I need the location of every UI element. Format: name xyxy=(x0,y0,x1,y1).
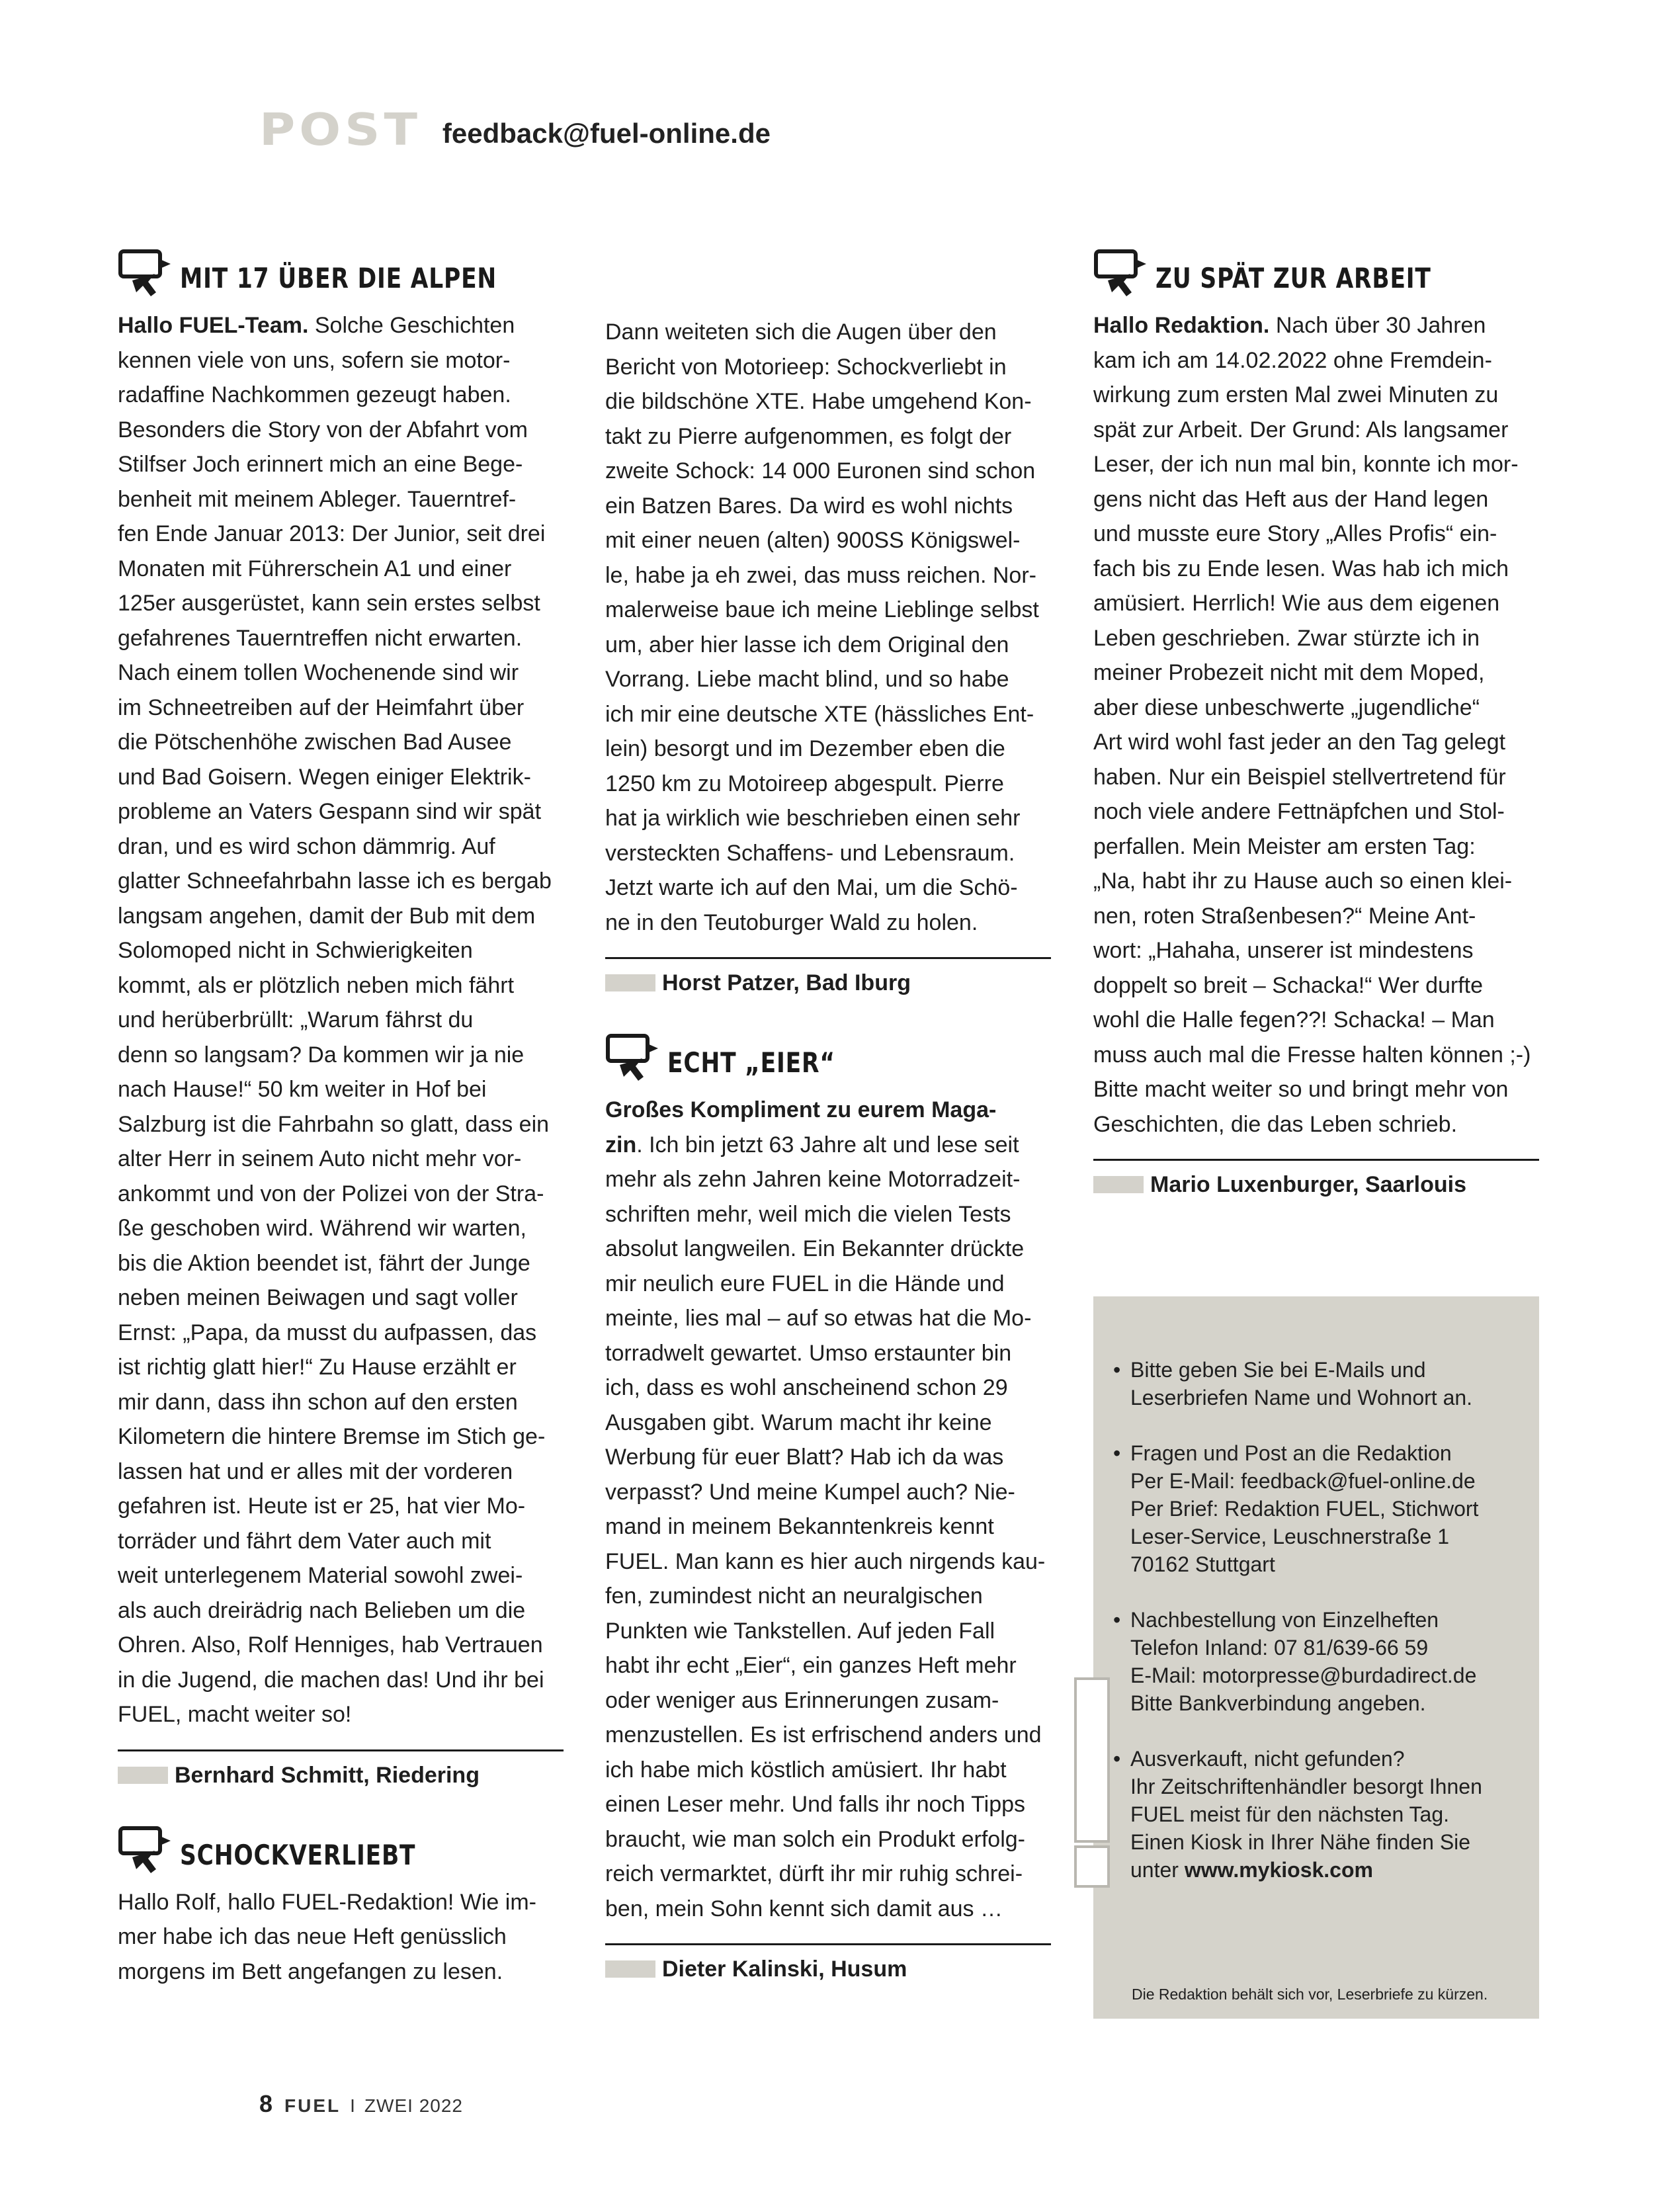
text-line: dran, und es wird schon dämmrig. Auf xyxy=(118,833,495,859)
info-box xyxy=(1093,1296,1539,2019)
bullet-icon: • xyxy=(1113,1441,1121,1465)
text-line: Bitte macht weiter so und bringt mehr von xyxy=(1093,1077,1509,1102)
text-line: mir neulich eure FUEL in die Hände und xyxy=(605,1271,1005,1296)
text-line: in die Jugend, die machen das! Und ihr bei xyxy=(118,1667,544,1693)
text-line: malerweise baue ich meine Lieblinge selbst xyxy=(605,597,1039,622)
letter-signature: Bernhard Schmitt, Riedering xyxy=(118,1749,564,1790)
text-line: zin. Ich bin jetzt 63 Jahre alt und lese seit xyxy=(605,1132,1019,1157)
text-line: die bildschöne XTE. Habe umgehend Kon- xyxy=(605,389,1032,414)
text-line: kam ich am 14.02.2022 ohne Fremdein- xyxy=(1093,347,1492,373)
bullet-icon: • xyxy=(1113,1358,1121,1382)
letter-heading xyxy=(1093,246,1539,302)
text-line: Besonders die Story von der Abfahrt vom xyxy=(118,417,528,442)
text-line: nen, roten Straßenbesen?“ Meine Ant- xyxy=(1093,903,1476,929)
text-line: Werbung für euer Blatt? Hab ich da was xyxy=(605,1445,1004,1470)
text-line: als auch dreirädrig nach Belieben um die xyxy=(118,1597,526,1623)
text-line: um, aber hier lasse ich dem Original den xyxy=(605,632,1009,657)
text-line: fach bis zu Ende lesen. Was hab ich mich xyxy=(1093,556,1509,581)
text-line: Art wird wohl fast jeder an den Tag gelegt xyxy=(1093,730,1506,755)
letter-mit-17 xyxy=(118,246,564,1989)
text-line: perfallen. Mein Meister am ersten Tag: xyxy=(1093,833,1476,859)
text-line: ne in den Teutoburger Wald zu holen. xyxy=(605,909,978,935)
kiosk-link[interactable]: www.mykiosk.com xyxy=(1184,1858,1373,1882)
text-line: morgens im Bett angefangen zu lesen. xyxy=(118,1958,503,1984)
text-line: Stilfser Joch erinnert mich an eine Bege- xyxy=(118,452,523,477)
signature-bar xyxy=(1093,1176,1144,1193)
text-line: Hallo Redaktion. Nach über 30 Jahren xyxy=(1093,313,1486,338)
text-line: und herüberbrüllt: „Warum fährst du xyxy=(118,1007,474,1032)
text-line: und musste eure Story „Alles Profis“ ein- xyxy=(1093,521,1497,546)
text-line: doppelt so breit – Schacka!“ Wer durfte xyxy=(1093,972,1484,998)
text-line: meiner Probezeit nicht mit dem Moped, xyxy=(1093,660,1485,685)
text-line: Solomoped nicht in Schwierigkeiten xyxy=(118,938,473,963)
text-line: langsam angehen, damit der Bub mit dem xyxy=(118,903,536,929)
text-line: torräder und fährt dem Vater auch mit xyxy=(118,1528,491,1554)
text-line: benheit mit meinem Ableger. Tauerntref- xyxy=(118,486,517,512)
text-line: neben meinen Beiwagen und sagt voller xyxy=(118,1285,518,1310)
text-line: probleme an Vaters Gespann sind wir spät xyxy=(118,799,542,824)
text-line: lassen hat und er alles mit der vorderen xyxy=(118,1458,513,1484)
disclaimer: Die Redaktion behält sich vor, Leserbriefe zu kürzen. xyxy=(1132,1986,1488,2003)
column-2 xyxy=(605,315,1051,1984)
text-line: spät zur Arbeit. Der Grund: Als langsamer xyxy=(1093,417,1509,442)
letter-title: ZU SPÄT ZUR ARBEIT xyxy=(1155,262,1431,294)
bullet-icon: • xyxy=(1113,1747,1121,1771)
signature-bar xyxy=(118,1767,168,1784)
text-line: ist richtig glatt hier!“ Zu Hause erzählt er xyxy=(118,1355,517,1380)
text-line: die Pötschenhöhe zwischen Bad Ausee xyxy=(118,730,512,755)
reorder-email[interactable]: E-Mail: motorpresse@burdadirect.de xyxy=(1130,1663,1477,1687)
text-line: denn so langsam? Da kommen wir ja nie xyxy=(118,1042,525,1068)
text-line: muss auch mal die Fresse halten können ;-) xyxy=(1093,1042,1531,1068)
letter-signature: Mario Luxenburger, Saarlouis xyxy=(1093,1159,1539,1199)
letter-signature: Horst Patzer, Bad Iburg xyxy=(605,957,1051,997)
text-line: gefahren ist. Heute ist er 25, hat vier Mo- xyxy=(118,1494,526,1519)
page-number: 8 xyxy=(259,2090,273,2117)
text-line: wohl die Halle fegen??! Schacka! – Man xyxy=(1093,1007,1495,1032)
text-line: fen Ende Januar 2013: Der Junior, seit drei xyxy=(118,521,546,546)
letter-title: MIT 17 ÜBER DIE ALPEN xyxy=(180,262,497,294)
text-line: glatter Schneefahrbahn lasse ich es bergab xyxy=(118,868,552,894)
text-line: Salzburg ist die Fahrbahn so glatt, dass ein xyxy=(118,1111,550,1137)
speech-cursor-icon xyxy=(118,246,184,302)
text-line: ße geschoben wird. Während wir warten, xyxy=(118,1216,526,1241)
text-line: Dann weiteten sich die Augen über den xyxy=(605,319,997,345)
text-line: Bericht von Motorieep: Schockverliebt in xyxy=(605,354,1007,380)
text-line: 125er ausgerüstet, kann sein erstes selbst xyxy=(118,591,540,616)
text-line: nach Hause!“ 50 km weiter in Hof bei xyxy=(118,1077,487,1102)
text-line: 1250 km zu Motoireep abgespult. Pierre xyxy=(605,771,1004,796)
text-line: meinte, lies mal – auf so etwas hat die Mo- xyxy=(605,1306,1032,1331)
speech-cursor-icon xyxy=(605,1031,671,1086)
footer-separator: I xyxy=(350,2095,355,2116)
text-line: hat ja wirklich wie beschrieben einen sehr xyxy=(605,806,1021,831)
text-line: bis die Aktion beendet ist, fährt der Junge xyxy=(118,1250,530,1276)
speech-cursor-icon xyxy=(118,1823,184,1878)
decorative-box xyxy=(1074,1845,1110,1888)
text-line: verpasst? Und meine Kumpel auch? Nie- xyxy=(605,1479,1015,1505)
signature-bar xyxy=(605,974,655,991)
text-line: aber diese unbeschwerte „jugendliche“ xyxy=(1093,694,1480,720)
text-line: lein) besorgt und im Dezember eben die xyxy=(605,736,1005,761)
text-line: mehr als zehn Jahren keine Motorradzeit- xyxy=(605,1167,1021,1192)
section-title: POST xyxy=(259,105,421,156)
text-line: Monaten mit Führerschein A1 und einer xyxy=(118,556,512,581)
text-line: Kilometern die hintere Bremse im Stich ge- xyxy=(118,1424,546,1449)
letter-lines xyxy=(1093,343,1539,1142)
text-line: Punkten wie Tankstellen. Auf jeden Fall xyxy=(605,1618,995,1644)
text-line: haben. Nur ein Beispiel stellvertretend für xyxy=(1093,764,1506,790)
text-line: Hallo Rolf, hallo FUEL-Redaktion! Wie im- xyxy=(118,1889,536,1915)
text-line: schriften mehr, weil mich die vielen Tests xyxy=(605,1201,1011,1227)
text-line: wort: „Hahaha, unserer ist mindestens xyxy=(1093,938,1474,963)
text-line: Nach einem tollen Wochenende sind wir xyxy=(118,660,519,685)
info-item-email-name: • Bitte geben Sie bei E-Mails und Leserbriefen Name und Wohnort an. xyxy=(1113,1356,1526,1411)
text-line: braucht, wie man solch ein Produkt erfolg- xyxy=(605,1826,1025,1852)
letter-heading xyxy=(605,1031,1051,1086)
text-line: Hallo FUEL-Team. Solche Geschichten xyxy=(118,313,515,338)
text-line: noch viele andere Fettnäpfchen und Stol- xyxy=(1093,799,1505,824)
issue-label: ZWEI 2022 xyxy=(364,2095,463,2116)
text-line: Ohren. Also, Rolf Henniges, hab Vertrauen xyxy=(118,1632,543,1658)
text-line: Jetzt warte ich auf den Mai, um die Schö- xyxy=(605,875,1018,900)
text-line: im Schneetreiben auf der Heimfahrt über xyxy=(118,694,525,720)
text-line: fen, zumindest nicht an neuralgischen xyxy=(605,1583,983,1609)
letter-body xyxy=(1093,308,1539,1142)
text-line: weit unterlegenem Material sowohl zwei- xyxy=(118,1563,523,1588)
text-line: einen Leser mehr. Und falls ihr noch Tipps xyxy=(605,1792,1026,1817)
text-line: ein Batzen Bares. Da wird es wohl nichts xyxy=(605,493,1013,519)
decorative-box xyxy=(1074,1677,1110,1843)
text-line: oder weniger aus Erinnerungen zusam- xyxy=(605,1687,999,1713)
text-line: kennen viele von uns, sofern sie motor- xyxy=(118,347,511,373)
letter-heading xyxy=(118,246,564,302)
text-line: ich mir eine deutsche XTE (hässliches Ent- xyxy=(605,701,1034,727)
text-line: habt ihr echt „Eier“, ein ganzes Heft mehr xyxy=(605,1653,1017,1678)
text-line: mir dann, dass ihn schon auf den ersten xyxy=(118,1389,518,1415)
text-line: takt zu Pierre aufgenommen, es folgt der xyxy=(605,423,1012,449)
text-line: Leser, der ich nun mal bin, konnte ich mor- xyxy=(1093,452,1519,477)
letter-body-continued xyxy=(605,315,1051,940)
bullet-icon: • xyxy=(1113,1608,1121,1632)
page-footer xyxy=(259,2090,463,2118)
text-line: FUEL. Man kann es hier auch nirgends kau- xyxy=(605,1548,1046,1574)
magazine-name: FUEL xyxy=(284,2095,341,2116)
text-line: Geschichten, die das Leben schrieb. xyxy=(1093,1111,1458,1137)
text-line: versteckten Schaffens- und Lebensraum. xyxy=(605,840,1015,866)
text-line: alter Herr in seinem Auto nicht mehr vor- xyxy=(118,1146,522,1171)
letter-body xyxy=(118,308,564,1732)
text-line: Leben geschrieben. Zwar stürzte ich in xyxy=(1093,625,1480,651)
text-line: ich habe mich köstlich amüsiert. Ihr habt xyxy=(605,1757,1007,1783)
text-line: amüsiert. Herrlich! Wie aus dem eigenen xyxy=(1093,591,1500,616)
contact-email[interactable]: Per E-Mail: feedback@fuel-online.de xyxy=(1130,1469,1476,1493)
letter-body xyxy=(118,1885,564,1990)
signature-bar xyxy=(605,1960,655,1978)
text-line: menzustellen. Es ist erfrischend anders und xyxy=(605,1722,1042,1747)
text-line: Ausgaben gibt. Warum macht ihr keine xyxy=(605,1410,992,1435)
text-line: ankommt und von der Polizei von der Stra- xyxy=(118,1181,544,1206)
text-line: Vorrang. Liebe macht blind, und so habe xyxy=(605,667,1009,692)
text-line: mand in meinem Bekanntenkreis kennt xyxy=(605,1514,994,1539)
text-line: kommt, als er plötzlich neben mich fährt xyxy=(118,972,515,998)
text-line: ich, dass es wohl anscheinend schon 29 xyxy=(605,1375,1008,1400)
text-line: FUEL, macht weiter so! xyxy=(118,1702,352,1727)
page-header xyxy=(259,99,771,156)
text-line: reich vermarktet, dürft ihr mir ruhig schrei- xyxy=(605,1861,1023,1886)
letter-signature: Dieter Kalinski, Husum xyxy=(605,1943,1051,1984)
info-item-contact: • Fragen und Post an die Redaktion Per E-Mail: feedback@fuel-online.de Per Brief: Redaktion FUEL, Stichwort Leser-Service, Leuschnerstraße 1 70162 Stuttgart xyxy=(1113,1439,1526,1578)
letter-title: ECHT „EIER“ xyxy=(667,1046,835,1079)
text-line: wirkung zum ersten Mal zwei Minuten zu xyxy=(1093,382,1499,407)
letter-zu-spaet xyxy=(1093,246,1539,1199)
text-line: radaffine Nachkommen gezeugt haben. xyxy=(118,382,511,407)
info-item-reorder: • Nachbestellung von Einzelheften Telefon Inland: 07 81/639-66 59 E-Mail: motorpresse@burdadirect.de Bitte Bankverbindung angeben. xyxy=(1113,1606,1526,1717)
text-line: absolut langweilen. Ein Bekannter drückte xyxy=(605,1236,1025,1261)
text-line: zweite Schock: 14 000 Euronen sind schon xyxy=(605,458,1036,484)
text-line: Ernst: „Papa, da musst du aufpassen, das xyxy=(118,1320,537,1345)
text-line: le, habe ja eh zwei, das muss reichen. Nor- xyxy=(605,562,1036,588)
text-line: mit einer neuen (alten) 900SS Königswel- xyxy=(605,528,1021,553)
text-line: und Bad Goisern. Wegen einiger Elektrik- xyxy=(118,764,531,790)
text-line: torradwelt gewartet. Umso erstaunter bin xyxy=(605,1340,1012,1366)
text-line: mer habe ich das neue Heft genüsslich xyxy=(118,1924,507,1949)
info-item-sold-out: • Ausverkauft, nicht gefunden? Ihr Zeitschriftenhändler besorgt Ihnen FUEL meist für den nächsten Tag. Einen Kiosk in Ihrer Nähe finden Sie unter www.mykiosk.com xyxy=(1113,1745,1526,1884)
letter-heading xyxy=(118,1823,564,1878)
letter-body xyxy=(605,1093,1051,1926)
letter-lines xyxy=(118,343,564,1732)
text-line: Großes Kompliment zu eurem Maga- xyxy=(605,1097,997,1122)
speech-cursor-icon xyxy=(1093,246,1159,302)
letter-title: SCHOCKVERLIEBT xyxy=(180,1838,416,1871)
text-line: ben, mein Sohn kennt sich damit aus … xyxy=(605,1896,1003,1921)
text-line: „Na, habt ihr zu Hause auch so einen klei- xyxy=(1093,868,1513,894)
text-line: gefahrenes Tauerntreffen nicht erwarten. xyxy=(118,625,523,651)
text-line: gens nicht das Heft aus der Hand legen xyxy=(1093,486,1489,512)
letter-lines xyxy=(605,1162,1051,1926)
letter-lead: Hallo FUEL-Team. xyxy=(118,313,309,338)
feedback-email[interactable]: feedback@fuel-online.de xyxy=(442,118,771,149)
